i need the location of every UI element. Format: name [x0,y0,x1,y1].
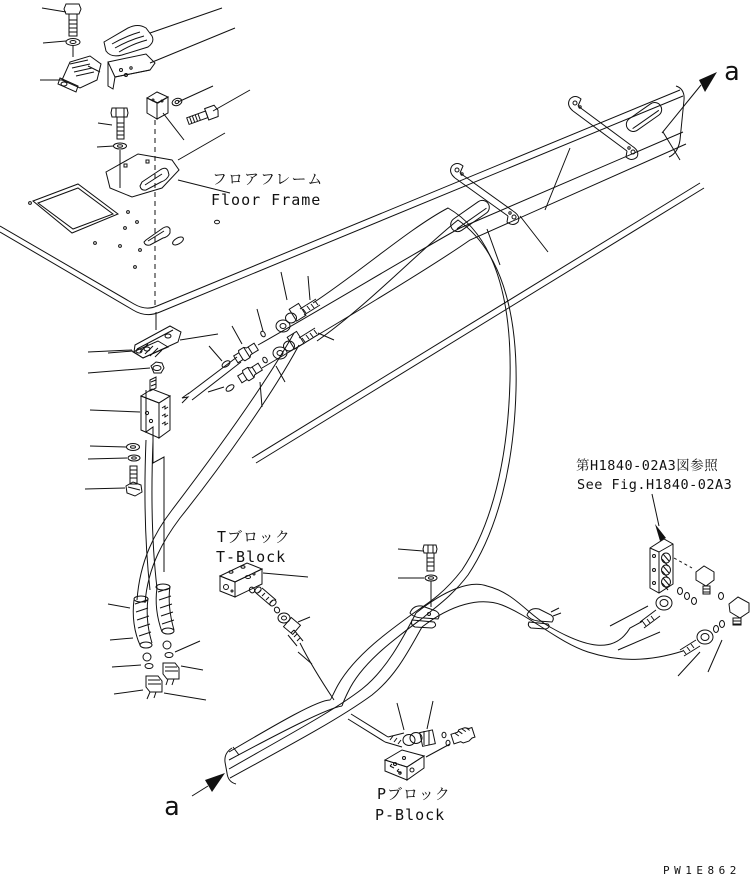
pedal-assembly [40,4,250,197]
p-block-label-en: P-Block [375,806,446,824]
clamp-bolt [398,545,437,607]
o-ring [719,593,724,600]
hose-fitting [640,596,672,628]
floor-frame-label-jp: フロアフレーム [212,170,324,188]
section-marker-bottom-label: a [164,792,180,822]
o-ring [273,606,280,614]
tube-3 [258,132,683,345]
connector [233,342,260,365]
o-ring [442,732,446,738]
mount-washer [114,143,127,188]
o-ring [714,626,719,633]
elbow-fitting [163,641,179,685]
tube-bundle-lower [225,613,422,784]
tube-saddle [448,198,492,235]
o-ring [685,593,690,600]
elbow-fitting [729,597,749,625]
section-arrow-bottom [192,773,225,796]
leader-lines [610,606,722,676]
hose-fitting [276,299,320,332]
hose-fitting [680,630,713,656]
reference-label-en: See Fig.H1840-02A3 [577,477,733,493]
valve-bolt [126,466,142,496]
tube-connector-cluster [208,272,334,407]
floor-frame-panel [0,90,704,572]
section-marker-top-label: a [724,57,740,87]
connector-fitting [450,726,475,746]
valve-washers [127,444,141,462]
o-ring [260,330,266,337]
t-block [220,563,262,597]
section-arrow-top [662,72,717,133]
side-bolt [186,105,220,127]
side-washer [171,97,183,107]
elbow-fitting [696,566,714,594]
o-ring [678,588,683,595]
hose-fitting [278,613,303,646]
washer [221,359,231,368]
clamp-strap [451,164,519,225]
reference-arrow [652,494,666,541]
hose-run-lower [398,545,683,659]
reference-label-jp: 第H1840-02A3図参照 [576,458,719,474]
valve-body [141,377,170,438]
t-block-hose [300,643,334,700]
valve-nut [151,362,164,373]
o-ring [262,356,268,363]
pedal-bolt [64,4,81,36]
hose-end-fittings [108,584,206,700]
manifold-ports [653,553,671,590]
leader-lines [263,573,312,664]
o-ring [720,621,725,628]
hose-fitting [385,730,435,747]
elbow-fitting [143,653,162,699]
p-block-label-jp: Pブロック [377,785,451,803]
t-block-label-jp: Tブロック [217,528,291,546]
manifold-fittings [610,558,749,676]
hose-to-manifold [422,602,683,660]
mount-bolt [111,108,128,139]
valve-hose [145,440,150,590]
spring-guard [156,584,174,634]
pedal-hinge-spring [58,56,101,92]
hose-to-manifold [416,584,643,645]
manifold-block [650,539,673,593]
pedal-washer [66,39,80,58]
labels [164,57,741,877]
leader-lines [397,701,450,757]
pedal-bracket [108,54,155,89]
leader-lines [487,132,680,265]
tube-2 [317,220,516,706]
leader-lines [108,604,206,700]
floor-plate [106,154,179,197]
washer [225,383,235,392]
p-block [385,750,424,780]
connector [237,362,264,385]
t-block-label-en: T-Block [216,548,287,566]
leader-lines [85,350,150,489]
o-ring [692,598,697,605]
drawing-code: PW1E862 [663,864,741,877]
p-block-fittings [348,701,476,757]
spring-guard [133,596,152,648]
spring-fitting [254,586,278,607]
hose-clamp [527,608,561,629]
floor-frame-label-en: Floor Frame [211,191,322,209]
t-block-fittings [248,573,334,700]
pedal-pad [104,26,153,56]
